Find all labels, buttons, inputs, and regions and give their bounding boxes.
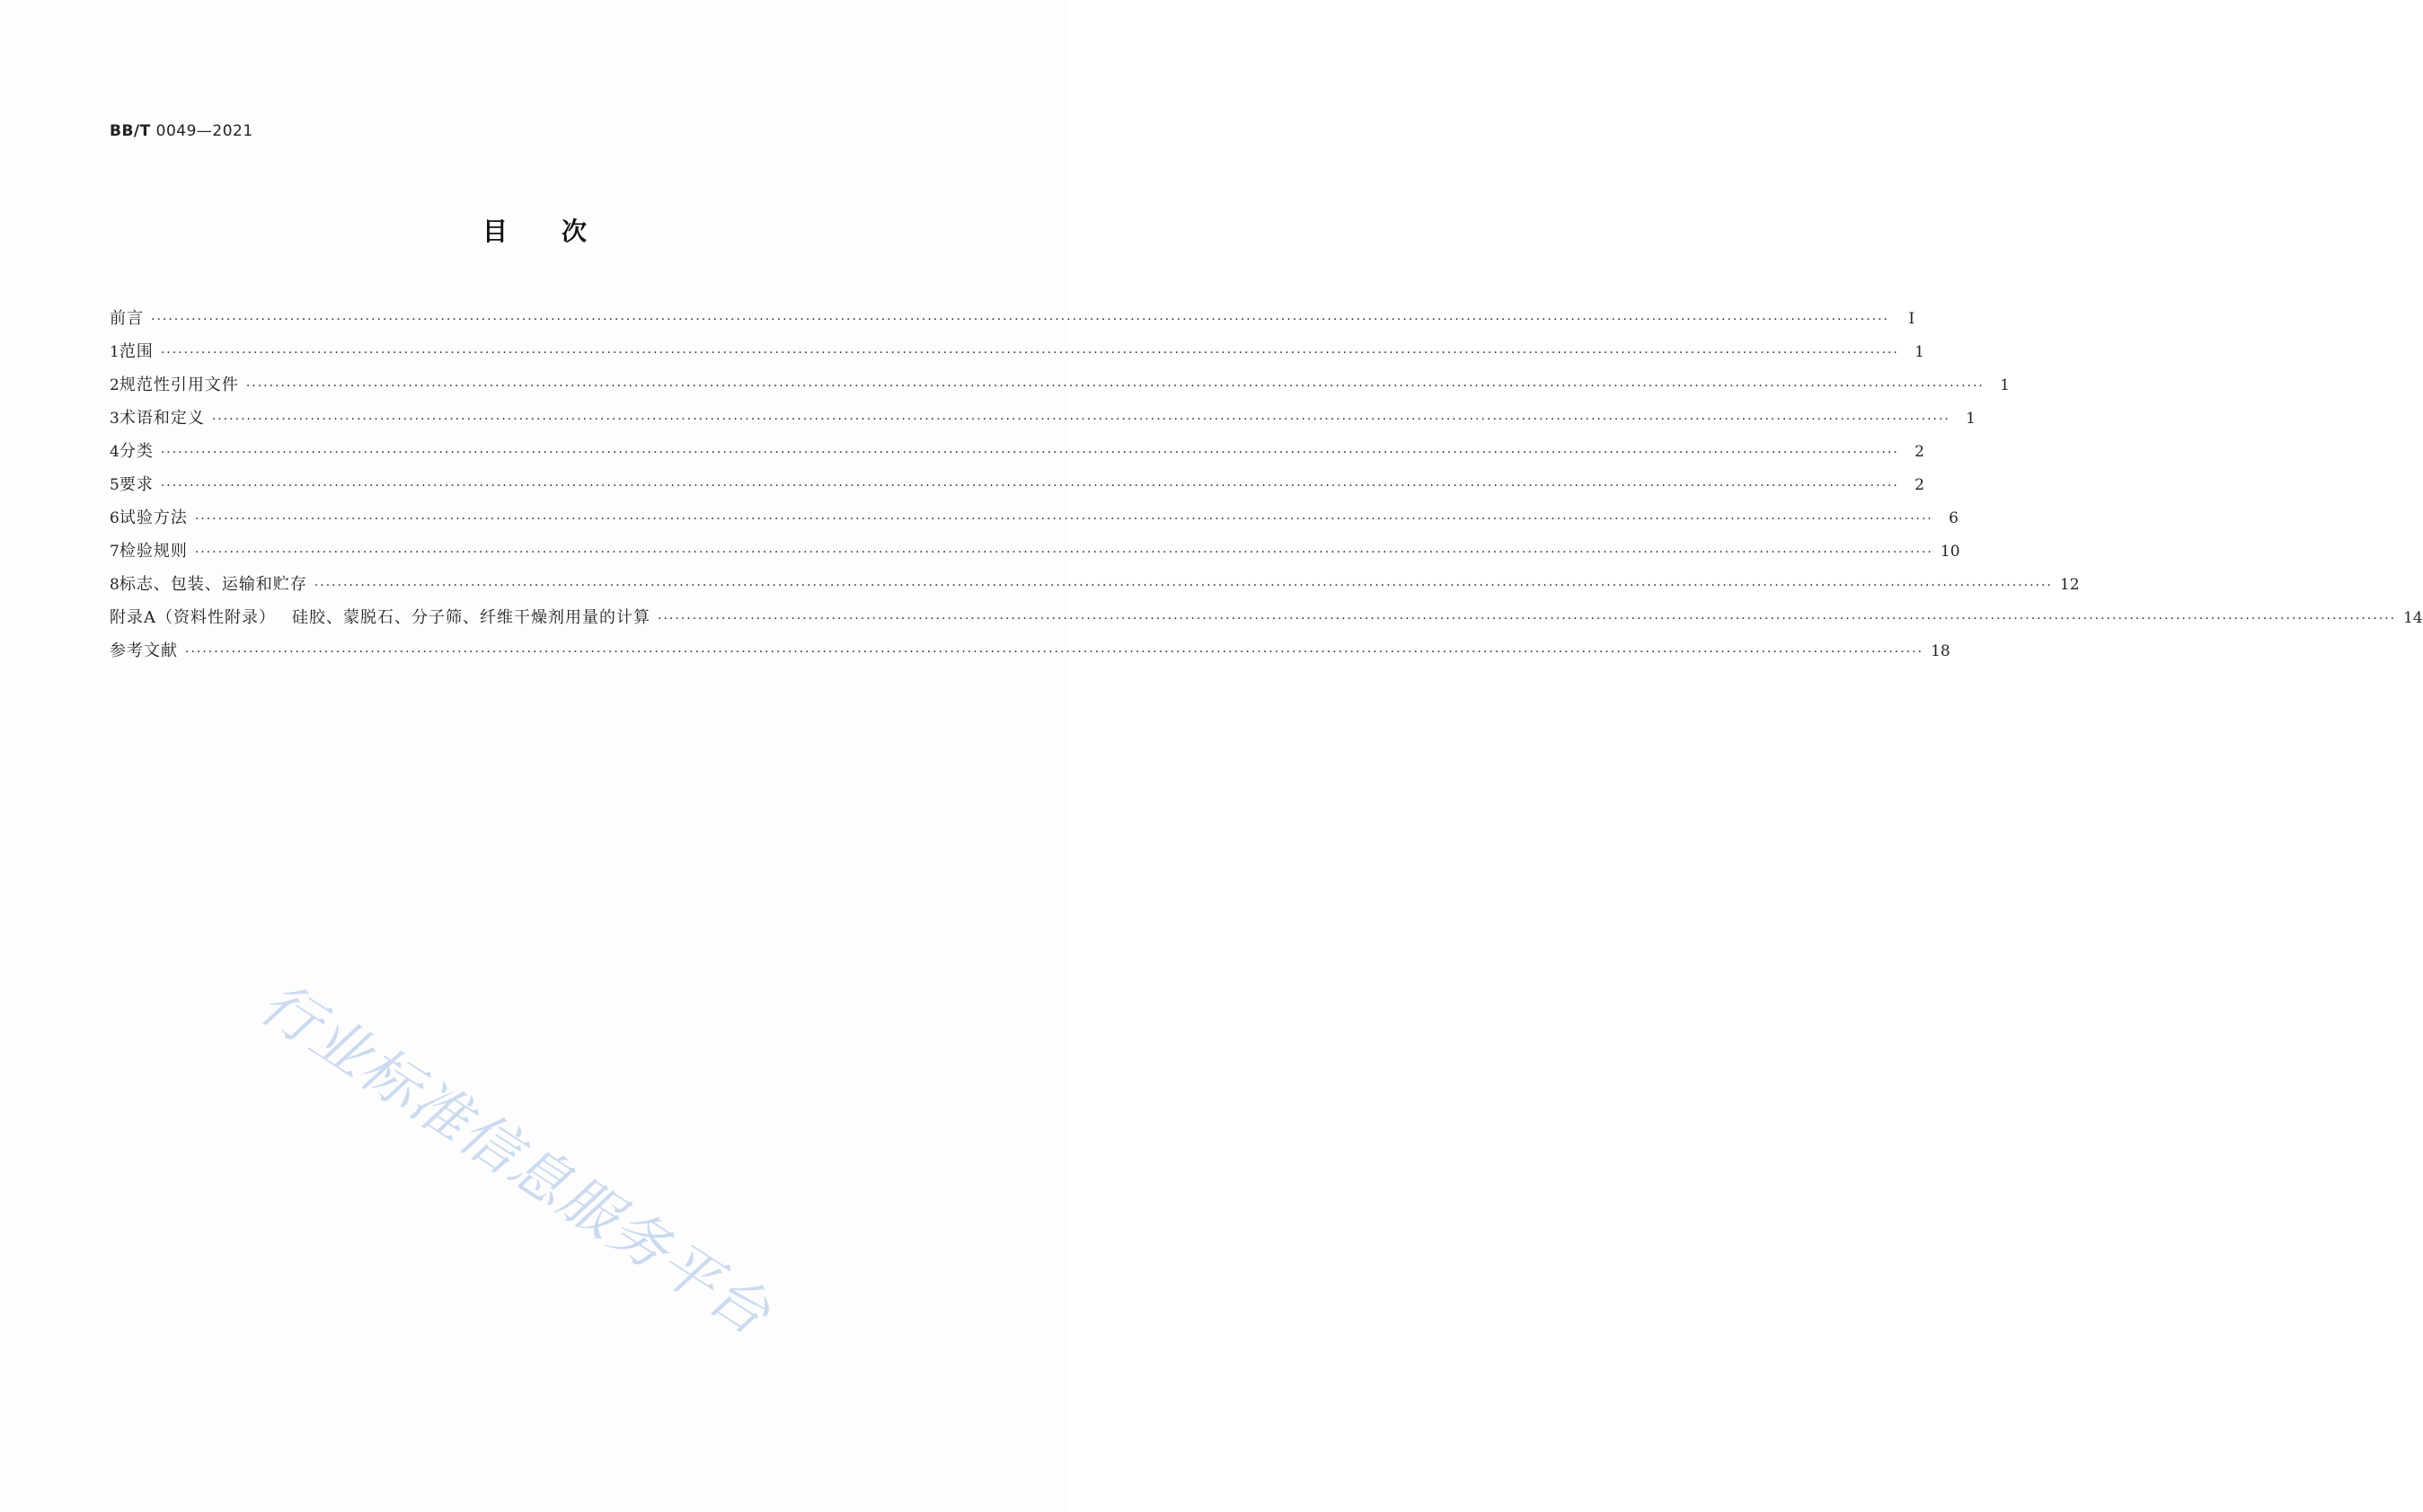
toc-entry-label: 参考文献 — [110, 641, 178, 660]
toc-entry-page: 2 — [1915, 476, 1924, 494]
annex-title: 硅胶、蒙脱石、分子筛、纤维干燥剂用量的计算 — [292, 608, 650, 627]
toc-entry-page: 10 — [1940, 543, 1960, 561]
toc-entry-label — [110, 601, 650, 634]
table-of-contents — [110, 302, 2423, 668]
toc-entry-normative-references[interactable] — [110, 368, 2010, 402]
toc-entry-label: 范围 — [119, 342, 154, 361]
toc-leader-dots: ············································································································································································································································································································ — [160, 446, 1899, 460]
toc-entry-page: 6 — [1949, 509, 1959, 527]
toc-entry-number: 2 — [110, 376, 119, 394]
toc-leader-dots: ············································································································································································································································································································ — [160, 346, 1899, 360]
toc-entry-page: 12 — [2059, 576, 2080, 594]
standard-number: 0049—2021 — [155, 122, 253, 140]
toc-entry-requirements[interactable] — [110, 468, 1924, 501]
toc-leader-dots: ············································································································································································································································································································ — [194, 512, 1933, 526]
toc-entry-label: 试验方法 — [119, 508, 188, 527]
toc-entry-label: 前言 — [110, 309, 144, 328]
toc-entry-annex-a[interactable] — [110, 601, 2423, 634]
toc-entry-scope[interactable] — [110, 335, 1924, 368]
toc-entry-page: 18 — [1931, 642, 1950, 660]
toc-entry-number: 3 — [110, 410, 119, 428]
toc-entry-page: 1 — [1966, 410, 1976, 428]
toc-entry-page: 1 — [2000, 376, 2010, 394]
toc-leader-dots: ············································································································································································································································································································ — [211, 412, 1950, 427]
toc-entry-page: Ⅰ — [1908, 310, 1915, 328]
toc-entry-label: 检验规则 — [119, 542, 188, 561]
toc-entry-number: 1 — [110, 343, 119, 361]
toc-entry-label: 术语和定义 — [119, 409, 205, 428]
toc-entry-label: 规范性引用文件 — [119, 376, 239, 394]
toc-entry-number: 7 — [110, 543, 119, 561]
toc-leader-dots: ············································································································································································································································································································ — [314, 579, 2053, 593]
watermark-text: 行业标准信息服务平台 — [248, 970, 783, 1349]
annex-designation: 附录A（资料性附录） — [110, 608, 276, 627]
toc-leader-dots: ············································································································································································································································································································ — [185, 645, 1924, 659]
toc-entry-terms-definitions[interactable] — [110, 402, 1976, 435]
toc-entry-number: 5 — [110, 476, 119, 494]
toc-entry-label: 分类 — [119, 442, 154, 461]
toc-entry-page: 2 — [1915, 443, 1924, 461]
toc-entry-number: 8 — [110, 576, 119, 594]
toc-leader-dots: ············································································································································································································································································································ — [151, 313, 1890, 327]
toc-entry-test-methods[interactable] — [110, 501, 1959, 535]
toc-entry-number: 4 — [110, 443, 119, 461]
standard-prefix: BB/T — [110, 122, 151, 140]
toc-entry-marking-packaging[interactable] — [110, 568, 2080, 601]
toc-entry-bibliography[interactable] — [110, 634, 1950, 668]
toc-leader-dots: ············································································································································································································································································································ — [194, 545, 1933, 560]
toc-entry-page: 14 — [2403, 609, 2423, 627]
toc-title: 目次 — [482, 217, 641, 246]
toc-entry-classification[interactable] — [110, 435, 1924, 468]
toc-entry-inspection-rules[interactable] — [110, 535, 1960, 568]
toc-entry-page: 1 — [1915, 343, 1924, 361]
standard-code — [110, 122, 253, 140]
toc-leader-dots: ············································································································································································································································································································ — [658, 612, 2397, 626]
toc-entry-foreword[interactable] — [110, 302, 1915, 335]
toc-entry-label: 要求 — [119, 475, 154, 494]
toc-leader-dots: ············································································································································································································································································································ — [160, 479, 1899, 493]
toc-entry-label: 标志、包装、运输和贮存 — [119, 575, 307, 594]
toc-leader-dots: ············································································································································································································································································································ — [245, 379, 1985, 393]
toc-entry-number: 6 — [110, 509, 119, 527]
